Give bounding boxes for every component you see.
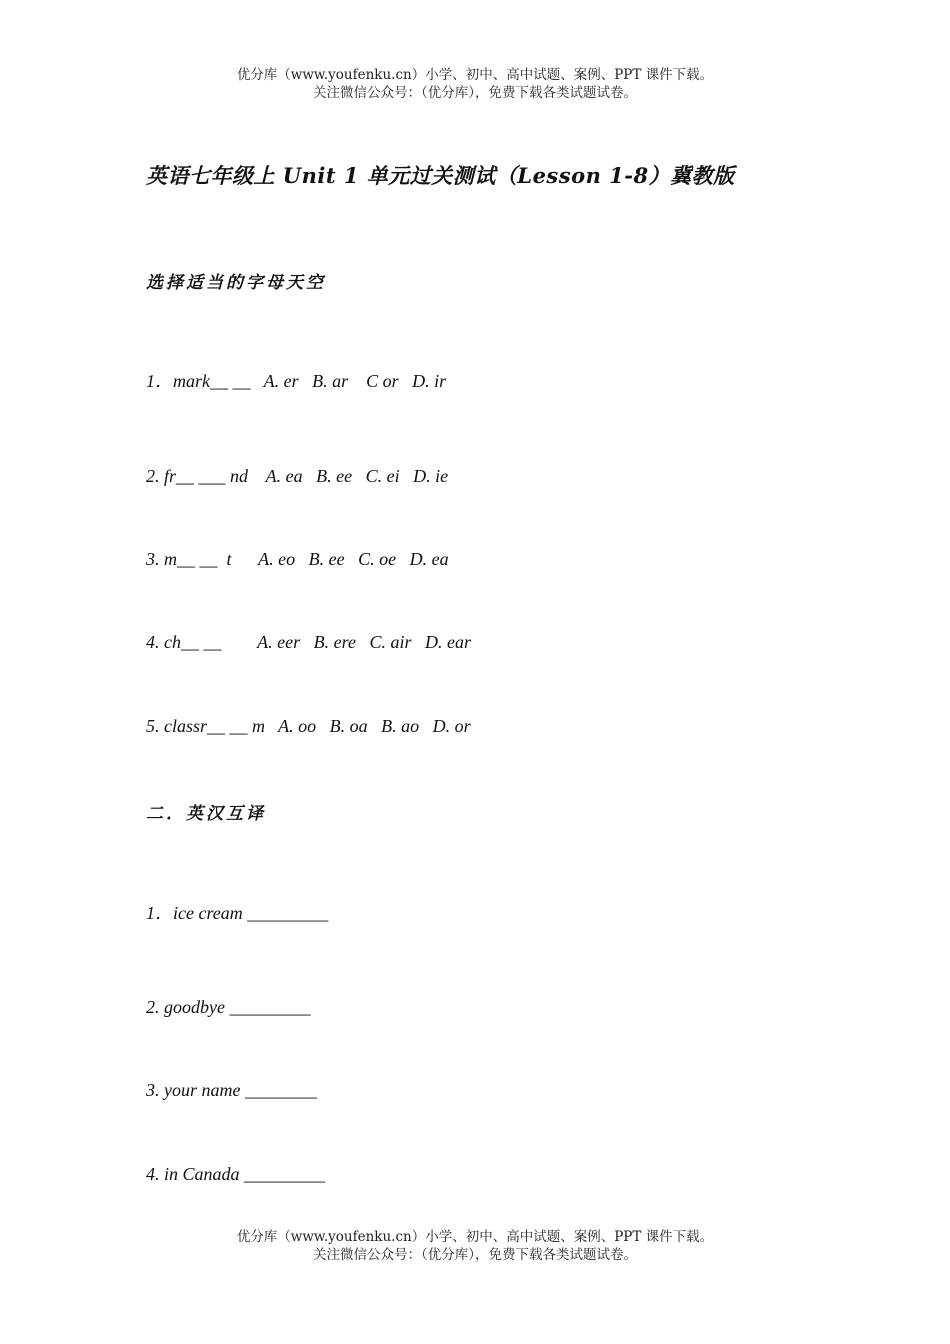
question-1-1: 1．mark__ __ A. er B. ar C or D. ir xyxy=(146,371,447,391)
question-1-2: 2. fr__ ___ nd A. ea B. ee C. ei D. ie xyxy=(146,466,449,486)
page-header xyxy=(0,66,950,102)
question-1-5: 5. classr__ __ m A. oo B. oa B. ao D. or xyxy=(146,716,471,736)
header-line-1: 优分库（www.youfenku.cn）小学、初中、高中试题、案例、PPT 课件下载。 xyxy=(236,67,714,83)
section-2-heading: 二．英汉互译 xyxy=(146,804,266,824)
document-title: 英语七年级上 Unit 1 单元过关测试（Lesson 1-8）冀教版 xyxy=(146,163,735,188)
footer-line-2: 关注微信公众号：（优分库），免费下载各类试题试卷。 xyxy=(313,1247,637,1263)
question-1-3: 3. m__ __ t A. eo B. ee C. oe D. ea xyxy=(146,549,449,569)
question-2-3: 3. your name ________ xyxy=(146,1080,317,1100)
footer-line-1: 优分库（www.youfenku.cn）小学、初中、高中试题、案例、PPT 课件下载。 xyxy=(236,1229,714,1245)
section-1-heading: 选择适当的字母天空 xyxy=(146,273,326,293)
question-2-1: 1．ice cream _________ xyxy=(146,903,329,923)
question-2-2: 2. goodbye _________ xyxy=(146,997,311,1017)
question-1-4: 4. ch__ __ A. eer B. ere C. air D. ear xyxy=(146,632,471,652)
question-2-4: 4. in Canada _________ xyxy=(146,1164,326,1184)
page-footer xyxy=(0,1228,950,1264)
header-line-2: 关注微信公众号：（优分库），免费下载各类试题试卷。 xyxy=(313,85,637,101)
